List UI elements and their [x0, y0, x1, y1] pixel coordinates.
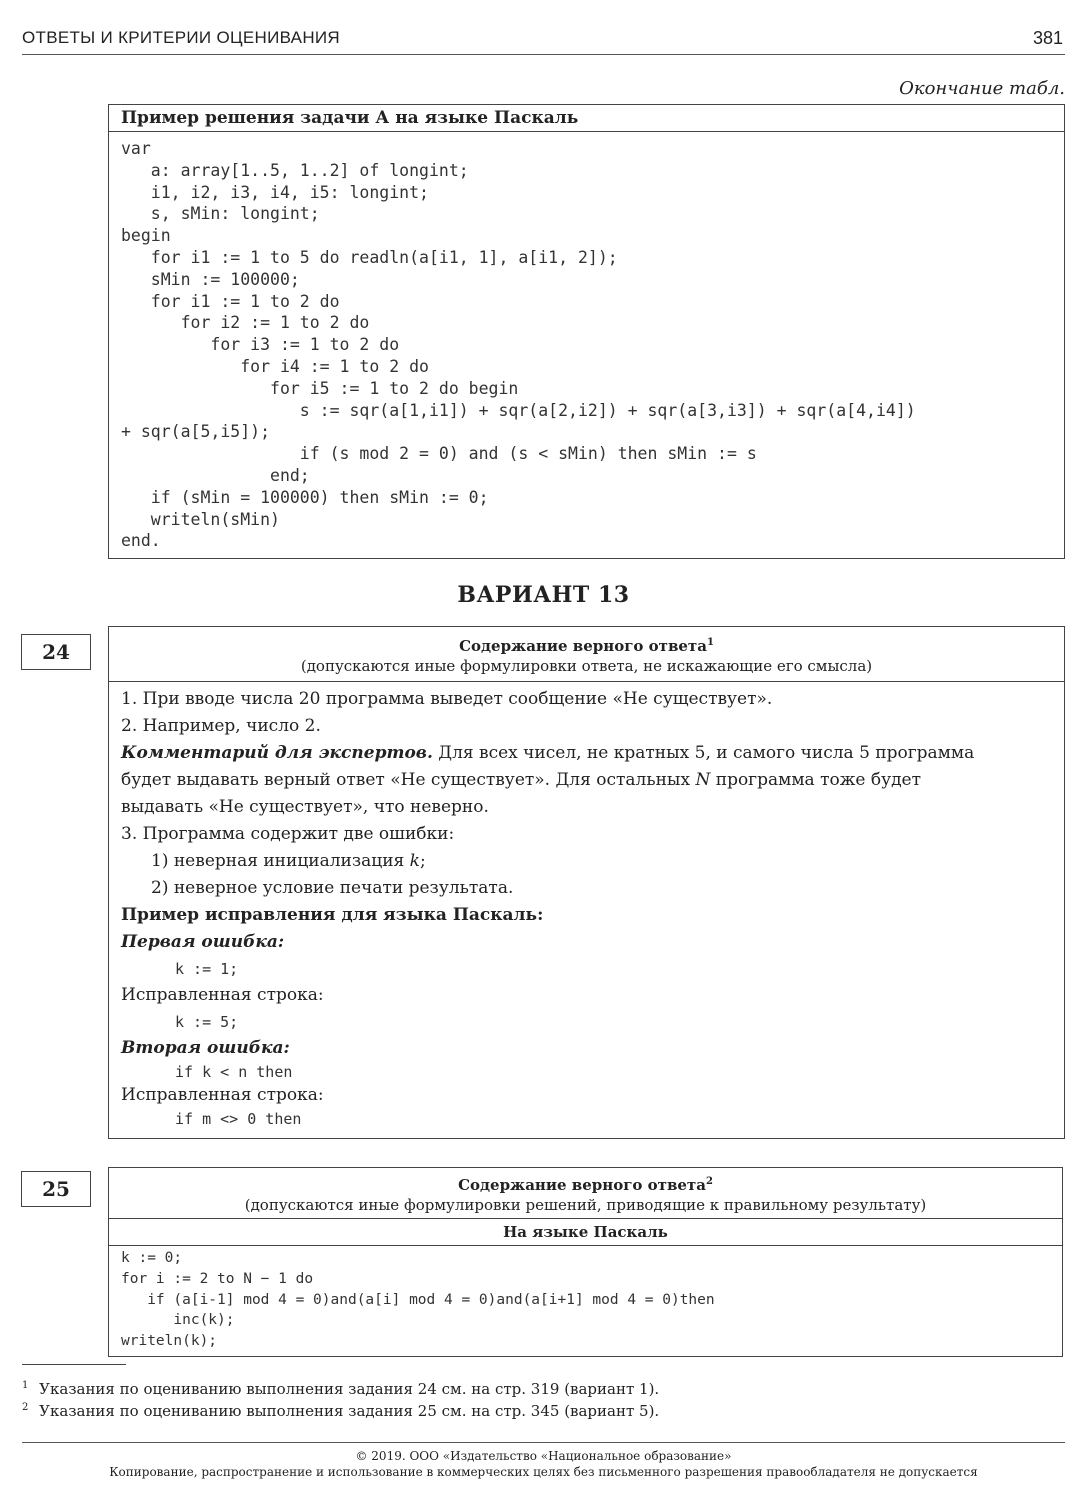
footnote-2	[22, 1402, 659, 1420]
first-error-code: k := 1;	[175, 960, 239, 978]
second-error-fixed-code: if m <> 0 then	[175, 1110, 302, 1128]
expert-comment-line2-a: будет выдавать верный ответ «Не существует». Для остальных	[121, 770, 696, 790]
task-25-header	[109, 1168, 1062, 1219]
error-1-text: 1) неверная инициализация	[151, 851, 410, 871]
expert-comment	[121, 740, 1052, 767]
pascal-solution-title: Пример решения задачи А на языке Паскаль	[109, 105, 1064, 132]
task-24-body	[109, 682, 1064, 1129]
pascal-solution-code: var a: array[1..5, 1..2] of longint; i1, i2, i3, i4, i5: longint; s, sMin: longint; begin for i1 := 1 to 5 do readln(a[i1, 1], a[i1, 2]); sMin := 100000; for i1 := 1 to 2 do for i2 := 1 to 2 do for i3 := 1 to 2 do for i4 := 1 to 2 do for i5 := 1 to 2 do begin s := sqr(a[1,i1]) + sqr(a[2,i2]) + sqr(a[3,i3]) + sqr(a[4,i4]) + sqr(a[5,i5]); if (s mod 2 = 0) and (s < sMin) then sMin := s end; if (sMin = 100000) then sMin := 0; writeln(sMin) end.	[121, 139, 916, 551]
task-24-header-subtitle: (допускаются иные формулировки ответа, не искажающие его смысла)	[300, 657, 873, 675]
second-error-code: if k < n then	[175, 1063, 293, 1081]
fixed-line-label-1: Исправленная строка:	[121, 985, 324, 1005]
footnote-1	[22, 1380, 659, 1398]
variable-n: N	[695, 770, 711, 790]
task-25-header-title: Содержание верного ответа	[458, 1176, 706, 1194]
footer-rule	[22, 1442, 1065, 1443]
answer-item-1: 1. При вводе числа 20 программа выведет сообщение «Не существует».	[121, 689, 773, 709]
answer-item-3: 3. Программа содержит две ошибки:	[121, 824, 455, 844]
second-error-label: Вторая ошибка:	[121, 1038, 290, 1058]
task-24-header-title: Содержание верного ответа	[459, 637, 707, 655]
variable-k: k	[409, 851, 420, 871]
task-25-header-subtitle: (допускаются иные формулировки решений, приводящие к правильному результату)	[244, 1196, 927, 1214]
expert-comment-line2	[121, 767, 1052, 794]
pascal-solution-table	[108, 104, 1065, 559]
task-25-answer-table	[108, 1167, 1063, 1357]
answer-item-2: 2. Например, число 2.	[121, 716, 321, 736]
footnote-ref-2: 2	[705, 1176, 713, 1187]
page-number: 381	[1032, 28, 1063, 48]
expert-comment-line2-b: программа тоже будет	[710, 770, 922, 790]
task-24-header	[109, 627, 1064, 682]
task-25-code: k := 0; for i := 2 to N − 1 do if (a[i-1] mod 4 = 0)and(a[i] mod 4 = 0)and(a[i+1] mod 4 = 0)then inc(k); writeln(k);	[121, 1250, 715, 1350]
footnote-rule	[22, 1364, 126, 1365]
footer-copyright: © 2019. ООО «Издательство «Национальное образование»	[355, 1449, 732, 1463]
expert-comment-label: Комментарий для экспертов.	[121, 743, 433, 763]
task-number-25: 25	[21, 1171, 91, 1207]
task-number-24: 24	[21, 634, 91, 670]
fixed-line-label-2: Исправленная строка:	[121, 1085, 324, 1105]
footer-notice: Копирование, распространение и использование в коммерческих целях без письменного разрешения правообладателя не допускается	[109, 1465, 978, 1479]
footnote-2-mark: 2	[22, 1402, 29, 1413]
expert-comment-line1: Для всех чисел, не кратных 5, и самого числа 5 программа	[432, 743, 975, 763]
error-1-end: ;	[419, 851, 426, 871]
fix-example-title: Пример исправления для языка Паскаль:	[121, 905, 544, 925]
task-24-answer-table	[108, 626, 1065, 1139]
variant-title: ВАРИАНТ 13	[457, 582, 630, 608]
first-error-label: Первая ошибка:	[121, 932, 285, 952]
expert-comment-line3: выдавать «Не существует», что неверно.	[121, 797, 489, 817]
task-25-language-header: На языке Паскаль	[109, 1219, 1062, 1246]
footnote-2-text: Указания по оцениванию выполнения задания 25 см. на стр. 345 (вариант 5).	[39, 1402, 660, 1420]
first-error-fixed-code: k := 5;	[175, 1013, 239, 1031]
footnote-1-mark: 1	[22, 1380, 29, 1391]
running-header: ОТВЕТЫ И КРИТЕРИИ ОЦЕНИВАНИЯ	[22, 28, 340, 47]
footnote-1-text: Указания по оцениванию выполнения задания 24 см. на стр. 319 (вариант 1).	[39, 1380, 660, 1398]
error-1	[121, 848, 1052, 875]
header-rule	[22, 54, 1065, 55]
error-2: 2) неверное условие печати результата.	[151, 878, 514, 898]
footnote-ref-1: 1	[706, 637, 714, 648]
table-continuation-label: Окончание табл.	[899, 78, 1065, 99]
